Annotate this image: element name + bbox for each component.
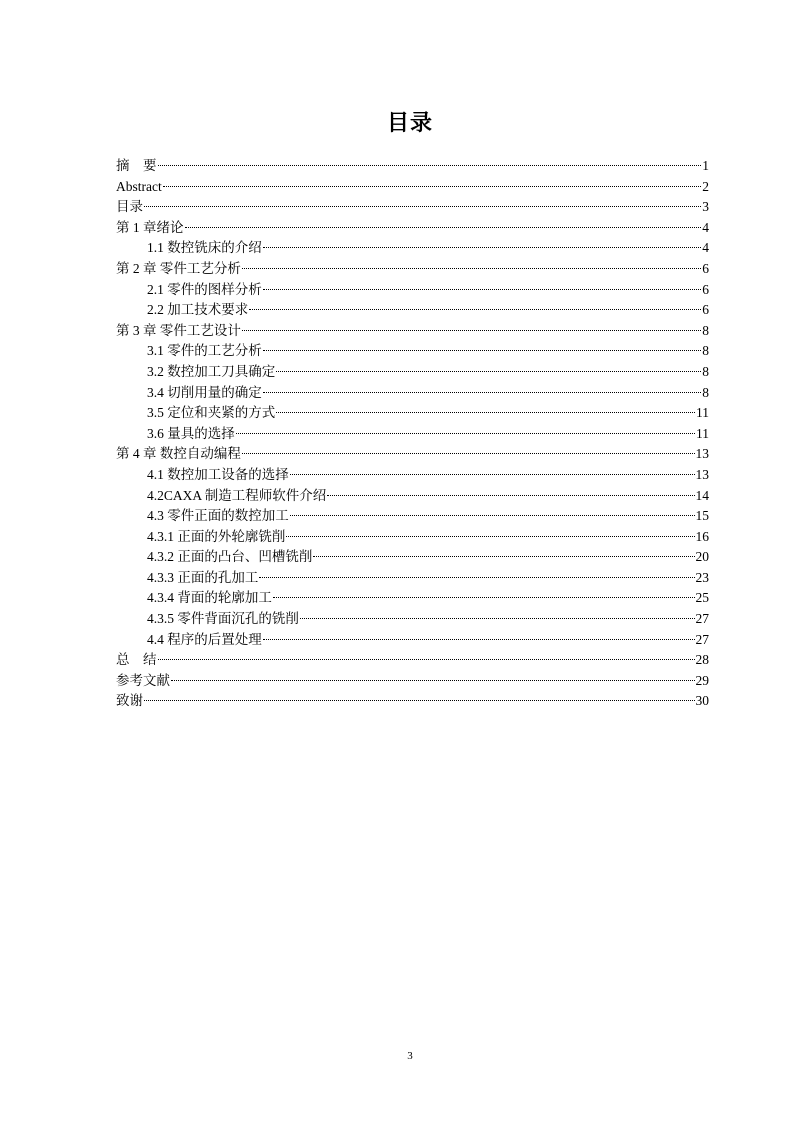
toc-entry-page: 6: [702, 302, 709, 318]
toc-entry[interactable]: [116, 568, 709, 589]
toc-leader-dots: [158, 658, 695, 660]
toc-leader-dots: [300, 617, 695, 619]
toc-entry[interactable]: [116, 506, 709, 527]
toc-entry-label: 目录: [116, 199, 143, 215]
toc-leader-dots: [185, 226, 702, 228]
toc-entry-label: 第 2 章 零件工艺分析: [116, 260, 241, 276]
toc-leader-dots: [163, 185, 702, 187]
toc-entry[interactable]: [116, 486, 709, 507]
page-number: 3: [407, 1050, 413, 1062]
toc-entry-label: 摘 要: [116, 158, 157, 173]
toc-entry-page: 8: [702, 322, 709, 338]
toc-leader-dots: [276, 411, 695, 413]
toc-entry-page: 20: [695, 549, 709, 565]
toc-leader-dots: [263, 349, 702, 351]
toc-entry[interactable]: [116, 362, 709, 383]
toc-entry[interactable]: [116, 300, 709, 321]
toc-entry[interactable]: [116, 691, 709, 712]
toc-entry-label: 2.2 加工技术要求: [147, 302, 249, 318]
toc-entry-label: 1.1 数控铣床的介绍: [147, 240, 262, 256]
toc-entry-page: 8: [702, 384, 709, 400]
toc-entry-page: 3: [702, 199, 709, 215]
toc-entry-label: 参考文献: [116, 672, 170, 688]
toc-entry-label: 第 1 章绪论: [116, 219, 184, 235]
toc-entry-page: 4: [702, 219, 709, 235]
toc-entry-page: 27: [695, 631, 709, 647]
toc-entry[interactable]: [116, 650, 709, 671]
table-of-contents: [116, 156, 709, 712]
toc-entry-page: 4: [702, 240, 709, 256]
toc-entry-label: Abstract: [116, 178, 162, 194]
toc-entry[interactable]: [116, 321, 709, 342]
toc-entry-page: 2: [702, 178, 709, 194]
toc-entry-label: 4.3 零件正面的数控加工: [147, 508, 289, 524]
toc-entry-label: 2.1 零件的图样分析: [147, 281, 262, 297]
toc-leader-dots: [263, 391, 702, 393]
toc-entry-label: 4.2CAXA 制造工程师软件介绍: [147, 487, 327, 503]
toc-leader-dots: [327, 494, 694, 496]
toc-entry-page: 16: [695, 528, 709, 544]
toc-entry-page: 6: [702, 260, 709, 276]
toc-leader-dots: [242, 452, 695, 454]
toc-entry-label: 3.5 定位和夹紧的方式: [147, 405, 276, 421]
toc-entry[interactable]: [116, 218, 709, 239]
toc-entry[interactable]: [116, 280, 709, 301]
toc-entry-page: 23: [695, 569, 709, 585]
toc-leader-dots: [273, 596, 695, 598]
toc-entry-label: 3.6 量具的选择: [147, 425, 235, 441]
toc-entry-page: 14: [695, 487, 709, 503]
toc-leader-dots: [313, 555, 694, 557]
toc-entry-page: 8: [702, 363, 709, 379]
toc-leader-dots: [144, 699, 695, 701]
toc-leader-dots: [171, 679, 695, 681]
toc-entry[interactable]: [116, 588, 709, 609]
toc-title: 目录: [386, 110, 433, 135]
toc-entry[interactable]: [116, 177, 709, 198]
toc-leader-dots: [249, 308, 701, 310]
toc-entry[interactable]: [116, 424, 709, 445]
toc-leader-dots: [286, 535, 694, 537]
toc-entry[interactable]: [116, 609, 709, 630]
toc-entry[interactable]: [116, 341, 709, 362]
toc-entry-page: 25: [695, 590, 709, 606]
toc-entry[interactable]: [116, 403, 709, 424]
toc-entry-page: 30: [695, 693, 709, 709]
toc-entry-page: 29: [695, 672, 709, 688]
toc-leader-dots: [236, 432, 695, 434]
toc-entry-label: 4.4 程序的后置处理: [147, 631, 262, 647]
toc-entry[interactable]: [116, 671, 709, 692]
toc-leader-dots: [259, 576, 694, 578]
toc-entry-page: 13: [695, 466, 709, 482]
toc-leader-dots: [263, 638, 695, 640]
toc-leader-dots: [242, 329, 701, 331]
toc-leader-dots: [263, 288, 702, 290]
toc-leader-dots: [276, 370, 701, 372]
toc-entry-label: 4.3.1 正面的外轮廓铣削: [147, 528, 286, 544]
toc-entry-page: 28: [695, 652, 709, 668]
toc-entry-page: 6: [702, 281, 709, 297]
toc-entry[interactable]: [116, 465, 709, 486]
toc-entry-page: 11: [696, 405, 709, 421]
toc-leader-dots: [242, 267, 701, 269]
toc-entry[interactable]: [116, 197, 709, 218]
toc-leader-dots: [158, 164, 702, 166]
toc-entry-page: 1: [702, 158, 709, 173]
toc-leader-dots: [290, 473, 695, 475]
toc-entry-label: 第 4 章 数控自动编程: [116, 446, 241, 462]
toc-entry-label: 3.2 数控加工刀具确定: [147, 363, 276, 379]
toc-entry[interactable]: [116, 156, 709, 177]
toc-entry[interactable]: [116, 259, 709, 280]
toc-entry-page: 15: [695, 508, 709, 524]
toc-entry-label: 致谢: [116, 693, 143, 709]
toc-entry[interactable]: [116, 238, 709, 259]
toc-entry-page: 13: [695, 446, 709, 462]
toc-entry-label: 4.1 数控加工设备的选择: [147, 466, 289, 482]
toc-leader-dots: [144, 205, 701, 207]
toc-leader-dots: [263, 246, 702, 248]
toc-entry-page: 27: [695, 611, 709, 627]
toc-entry[interactable]: [116, 547, 709, 568]
toc-entry[interactable]: [116, 444, 709, 465]
toc-entry[interactable]: [116, 527, 709, 548]
toc-entry-page: 11: [696, 425, 709, 441]
toc-entry-label: 4.3.5 零件背面沉孔的铣削: [147, 611, 299, 627]
toc-entry-label: 4.3.2 正面的凸台、凹槽铣削: [147, 549, 313, 565]
toc-leader-dots: [290, 514, 695, 516]
toc-entry[interactable]: [116, 383, 709, 404]
toc-entry-page: 8: [702, 343, 709, 359]
toc-entry-label: 4.3.4 背面的轮廓加工: [147, 590, 272, 606]
toc-entry-label: 第 3 章 零件工艺设计: [116, 322, 241, 338]
toc-entry-label: 总 结: [116, 652, 157, 668]
toc-entry[interactable]: [116, 630, 709, 651]
toc-entry-label: 3.4 切削用量的确定: [147, 384, 262, 400]
toc-entry-label: 3.1 零件的工艺分析: [147, 343, 262, 359]
toc-entry-label: 4.3.3 正面的孔加工: [147, 569, 259, 585]
